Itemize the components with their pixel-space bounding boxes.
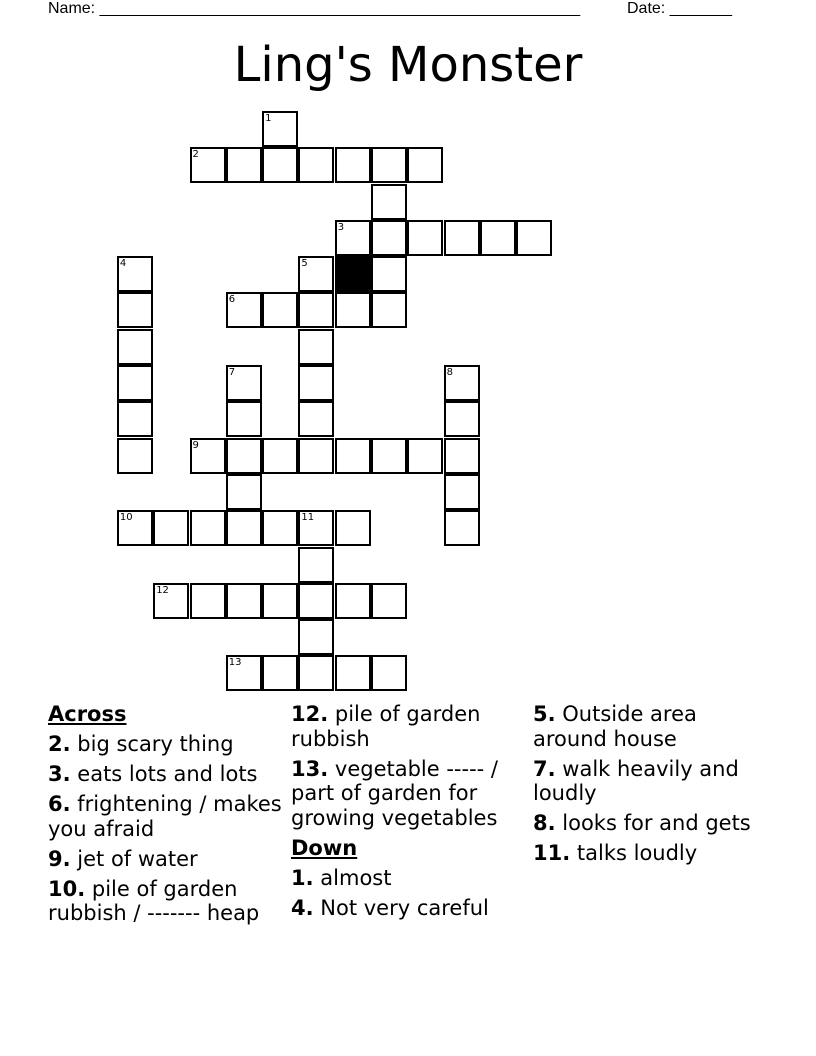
clue-across-12 [291,702,527,751]
across-heading: Across [48,702,127,726]
grid-cell[interactable] [298,401,334,437]
grid-cell[interactable] [262,111,298,147]
clue-text: Not very careful [320,895,489,920]
page-title: Ling's Monster [233,37,583,93]
cell-number: 11 [301,512,315,524]
clue-down-4 [291,896,527,921]
grid-cell[interactable] [226,583,262,619]
grid-cell[interactable] [444,438,480,474]
grid-cell[interactable] [371,147,407,183]
clue-column-2 [291,702,527,926]
cell-number: 6 [228,294,236,306]
grid-cell[interactable] [444,365,480,401]
grid-cell[interactable] [298,655,334,691]
clue-text: big scary thing [77,732,234,756]
cell-number: 10 [119,512,133,524]
cell-number: 7 [228,367,236,378]
clue-number: 7. [533,756,556,781]
grid-cell[interactable] [262,292,298,328]
cell-number: 8 [446,367,453,378]
clue-across-6 [48,792,284,841]
grid-cell[interactable] [262,583,298,619]
grid-cell[interactable] [516,220,552,256]
clue-number: 3. [48,762,71,786]
clue-across-3 [48,762,284,787]
grid-cell[interactable] [226,438,262,474]
cell-number: 9 [192,439,199,451]
grid-cell[interactable] [444,510,480,546]
grid-cell[interactable] [153,510,189,546]
grid-cell[interactable] [298,256,334,292]
clue-number: 8. [533,811,556,835]
grid-cell[interactable] [117,365,153,401]
grid-cell[interactable] [190,583,226,619]
grid-cell[interactable] [444,220,480,256]
grid-cell[interactable] [190,510,226,546]
cell-number: 1 [265,112,272,124]
cell-number: 5 [301,258,308,270]
clue-across-9 [48,847,284,872]
clue-across-2 [48,732,284,757]
date-label: Date: [627,0,666,17]
clue-down-1 [291,866,527,891]
clue-number: 13. [291,756,329,781]
grid-cell[interactable] [190,438,226,474]
name-label: Name: [48,0,96,17]
clue-text: almost [320,865,392,890]
grid-cell[interactable] [371,655,407,691]
grid-cell[interactable] [153,583,189,619]
grid-cell[interactable] [262,510,298,546]
grid-cell[interactable] [335,220,371,256]
cell-number: 13 [228,657,242,669]
grid-cell[interactable] [117,510,153,546]
cell-number: 2 [192,149,199,161]
grid-cell[interactable] [226,292,262,328]
clue-text: looks for and gets [562,811,751,835]
clue-across-13 [291,757,527,831]
grid-cell[interactable] [226,474,262,510]
grid-cell[interactable] [262,147,298,183]
clue-number: 4. [291,895,314,920]
clue-text: eats lots and lots [77,762,258,786]
grid-cell[interactable] [480,220,516,256]
grid-cell[interactable] [298,583,334,619]
grid-cell[interactable] [117,256,153,292]
grid-cell[interactable] [298,619,334,655]
grid-cell[interactable] [298,547,334,583]
grid-cell[interactable] [226,401,262,437]
clue-text: pile of garden rubbish / ------- heap [48,876,260,925]
clue-number: 6. [48,792,71,816]
grid-cell[interactable] [117,292,153,328]
grid-cell[interactable] [407,220,443,256]
date-line: _______ [669,0,732,17]
grid-cell[interactable] [371,438,407,474]
clue-text: walk heavily and loudly [533,756,739,805]
grid-cell[interactable] [298,510,334,546]
grid-cell[interactable] [335,510,371,546]
clue-text: talks loudly [576,841,698,865]
clue-column-1 [48,702,284,931]
grid-cell[interactable] [117,401,153,437]
grid-cell[interactable] [298,292,334,328]
clue-number: 2. [48,732,71,756]
grid-cell[interactable] [407,438,443,474]
grid-cell[interactable] [371,292,407,328]
clue-text: jet of water [77,846,198,871]
grid-cell[interactable] [117,329,153,365]
name-line: ______________________________________________________ [99,0,581,17]
grid-cell[interactable] [262,438,298,474]
clue-down-11 [533,841,769,866]
grid-cell[interactable] [371,220,407,256]
grid-cell[interactable] [335,655,371,691]
grid-cell[interactable] [298,438,334,474]
clue-down-7 [533,757,769,806]
clue-number: 5. [533,702,556,726]
clue-number: 11. [533,841,571,865]
clue-text: Outside area around house [533,702,697,751]
cell-number: 3 [337,221,345,233]
grid-cell[interactable] [226,655,262,691]
grid-cell[interactable] [444,401,480,437]
clue-text: frightening / makes you afraid [48,792,282,841]
clue-text: vegetable ----- / part of garden for growing vegetables [291,756,498,830]
clue-number: 1. [291,865,314,890]
down-heading: Down [291,835,358,860]
grid-cell[interactable] [226,510,262,546]
grid-cell[interactable] [262,655,298,691]
grid-cell[interactable] [371,184,407,220]
clue-number: 12. [291,702,329,726]
grid-cell[interactable] [335,438,371,474]
grid-cell[interactable] [298,329,334,365]
grid-cell[interactable] [335,147,371,183]
grid-cell[interactable] [226,147,262,183]
grid-cell[interactable] [407,147,443,183]
grid-cell[interactable] [226,365,262,401]
grid-cell[interactable] [298,365,334,401]
black-cell [335,256,371,292]
clue-text: pile of garden rubbish [291,702,481,751]
clue-number: 10. [48,876,86,901]
grid-cell[interactable] [371,583,407,619]
grid-cell[interactable] [335,292,371,328]
clue-across-10 [48,877,284,926]
grid-cell[interactable] [190,147,226,183]
cell-number: 12 [156,584,169,596]
clue-number: 9. [48,846,71,871]
clue-down-5 [533,702,769,751]
grid-cell[interactable] [335,583,371,619]
cell-number: 4 [119,258,127,270]
grid-cell[interactable] [117,438,153,474]
grid-cell[interactable] [371,256,407,292]
clue-column-3 [533,702,769,871]
clue-down-8 [533,811,769,836]
grid-cell[interactable] [298,147,334,183]
grid-cell[interactable] [444,474,480,510]
